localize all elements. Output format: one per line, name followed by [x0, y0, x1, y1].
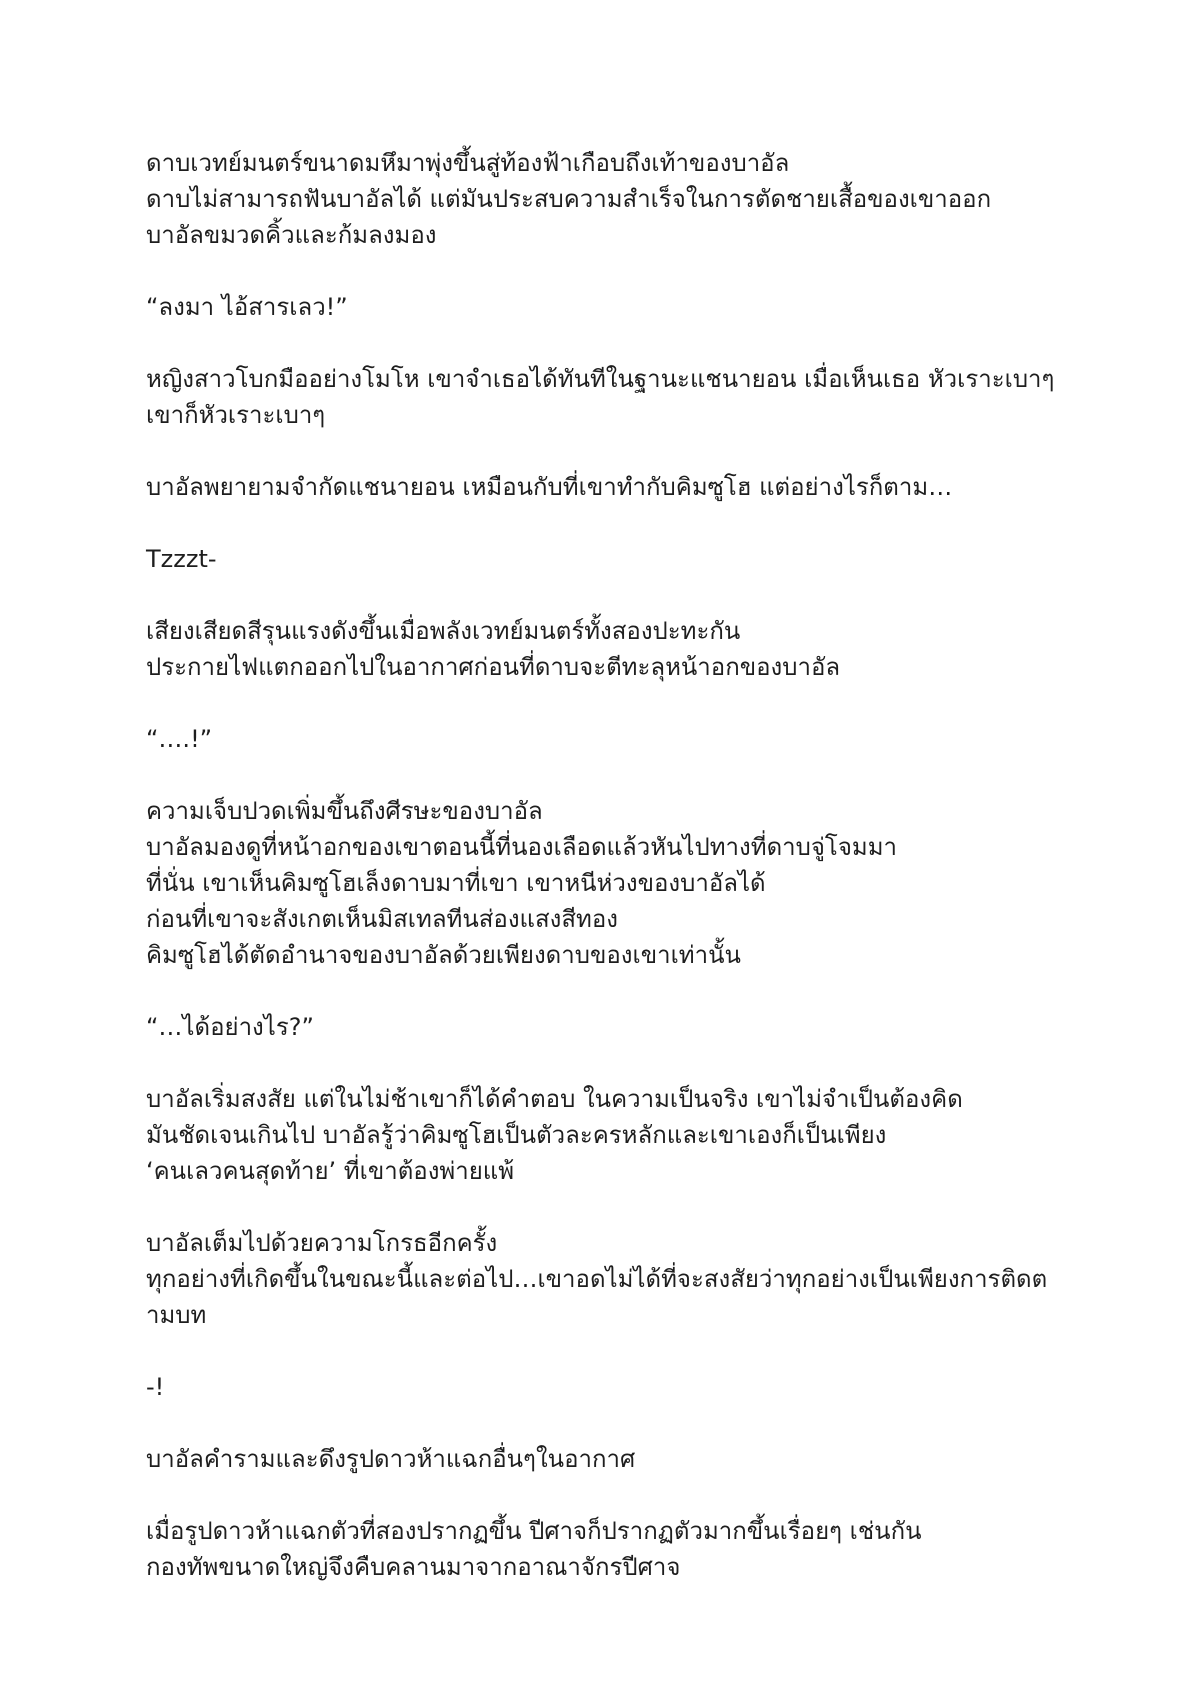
- sound-effect-paragraph: [146, 541, 1066, 577]
- text-line: ความเจ็บปวดเพิ่มขึ้นถึงศีรษะของบาอัล: [146, 797, 543, 825]
- text-line: Tzzzt-: [146, 545, 217, 573]
- text-line: -!: [146, 1373, 165, 1401]
- text-line: ประกายไฟแตกออกไปในอากาศก่อนที่ดาบจะตีทะลุหน้าอกของบาอัล: [146, 653, 841, 681]
- text-line: เมื่อรูปดาวห้าแฉกตัวที่สองปรากฏขึ้น ปีศาจก็ปรากฏตัวมากขึ้นเรื่อยๆ เช่นกัน: [146, 1517, 922, 1545]
- text-line: บาอัลเริ่มสงสัย แต่ในไม่ช้าเขาก็ได้คำตอบ ในความเป็นจริง เขาไม่จำเป็นต้องคิด: [146, 1085, 963, 1113]
- dialogue-paragraph: [146, 1009, 1066, 1045]
- text-line: คิมซูโฮได้ตัดอำนาจของบาอัลด้วยเพียงดาบของเขาเท่านั้น: [146, 941, 741, 969]
- paragraph: [146, 793, 1066, 973]
- text-line: บาอัลคำรามและดึงรูปดาวห้าแฉกอื่นๆในอากาศ: [146, 1445, 636, 1473]
- text-line: บาอัลมองดูที่หน้าอกของเขาตอนนี้ที่นองเลือดแล้วหันไปทางที่ดาบจู่โจมมา: [146, 833, 897, 861]
- text-line: ดาบไม่สามารถฟันบาอัลได้ แต่มันประสบความสำเร็จในการตัดชายเสื้อของเขาออก: [146, 185, 992, 213]
- paragraph: [146, 469, 1066, 505]
- text-line: กองทัพขนาดใหญ่จึงคืบคลานมาจากอาณาจักรปีศาจ: [146, 1553, 681, 1581]
- text-line: “….!”: [146, 725, 213, 753]
- text-line: เสียงเสียดสีรุนแรงดังขึ้นเมื่อพลังเวทย์มนตร์ทั้งสองปะทะกัน: [146, 617, 741, 645]
- paragraph: [146, 361, 1066, 433]
- text-line: ‘คนเลวคนสุดท้าย’ ที่เขาต้องพ่ายแพ้: [146, 1157, 515, 1185]
- paragraph: [146, 1081, 1066, 1189]
- paragraph: [146, 613, 1066, 685]
- story-text: [146, 145, 1066, 1621]
- paragraph: [146, 1441, 1066, 1477]
- paragraph: [146, 1225, 1066, 1333]
- text-line: บาอัลพยายามจำกัดแชนายอน เหมือนกับที่เขาทำกับคิมซูโฮ แต่อย่างไรก็ตาม…: [146, 473, 953, 501]
- sound-effect-paragraph: [146, 1369, 1066, 1405]
- text-line: บาอัลเต็มไปด้วยความโกรธอีกครั้ง: [146, 1229, 498, 1257]
- text-line: ามบท: [146, 1301, 207, 1329]
- paragraph: [146, 1513, 1066, 1585]
- text-line: ที่นั่น เขาเห็นคิมซูโฮเล็งดาบมาที่เขา เขาหนีห่วงของบาอัลได้: [146, 869, 766, 897]
- text-line: “…ได้อย่างไร?”: [146, 1013, 314, 1041]
- text-line: ดาบเวทย์มนตร์ขนาดมหึมาพุ่งขึ้นสู่ท้องฟ้าเกือบถึงเท้าของบาอัล: [146, 149, 790, 177]
- text-line: “ลงมา ไอ้สารเลว!”: [146, 293, 348, 321]
- text-line: เขาก็หัวเราะเบาๆ: [146, 401, 326, 429]
- text-line: บาอัลขมวดคิ้วและก้มลงมอง: [146, 221, 437, 249]
- text-line: หญิงสาวโบกมืออย่างโมโห เขาจำเธอได้ทันทีในฐานะแชนายอน เมื่อเห็นเธอ หัวเราะเบาๆ: [146, 365, 1055, 393]
- dialogue-paragraph: [146, 289, 1066, 325]
- paragraph: [146, 145, 1066, 253]
- text-line: มันชัดเจนเกินไป บาอัลรู้ว่าคิมซูโฮเป็นตัวละครหลักและเขาเองก็เป็นเพียง: [146, 1121, 887, 1149]
- dialogue-paragraph: [146, 721, 1066, 757]
- text-line: ทุกอย่างที่เกิดขึ้นในขณะนี้และต่อไป…เขาอดไม่ได้ที่จะสงสัยว่าทุกอย่างเป็นเพียงการติดต: [146, 1265, 1048, 1293]
- text-line: ก่อนที่เขาจะสังเกตเห็นมิสเทลทีนส่องแสงสีทอง: [146, 905, 618, 933]
